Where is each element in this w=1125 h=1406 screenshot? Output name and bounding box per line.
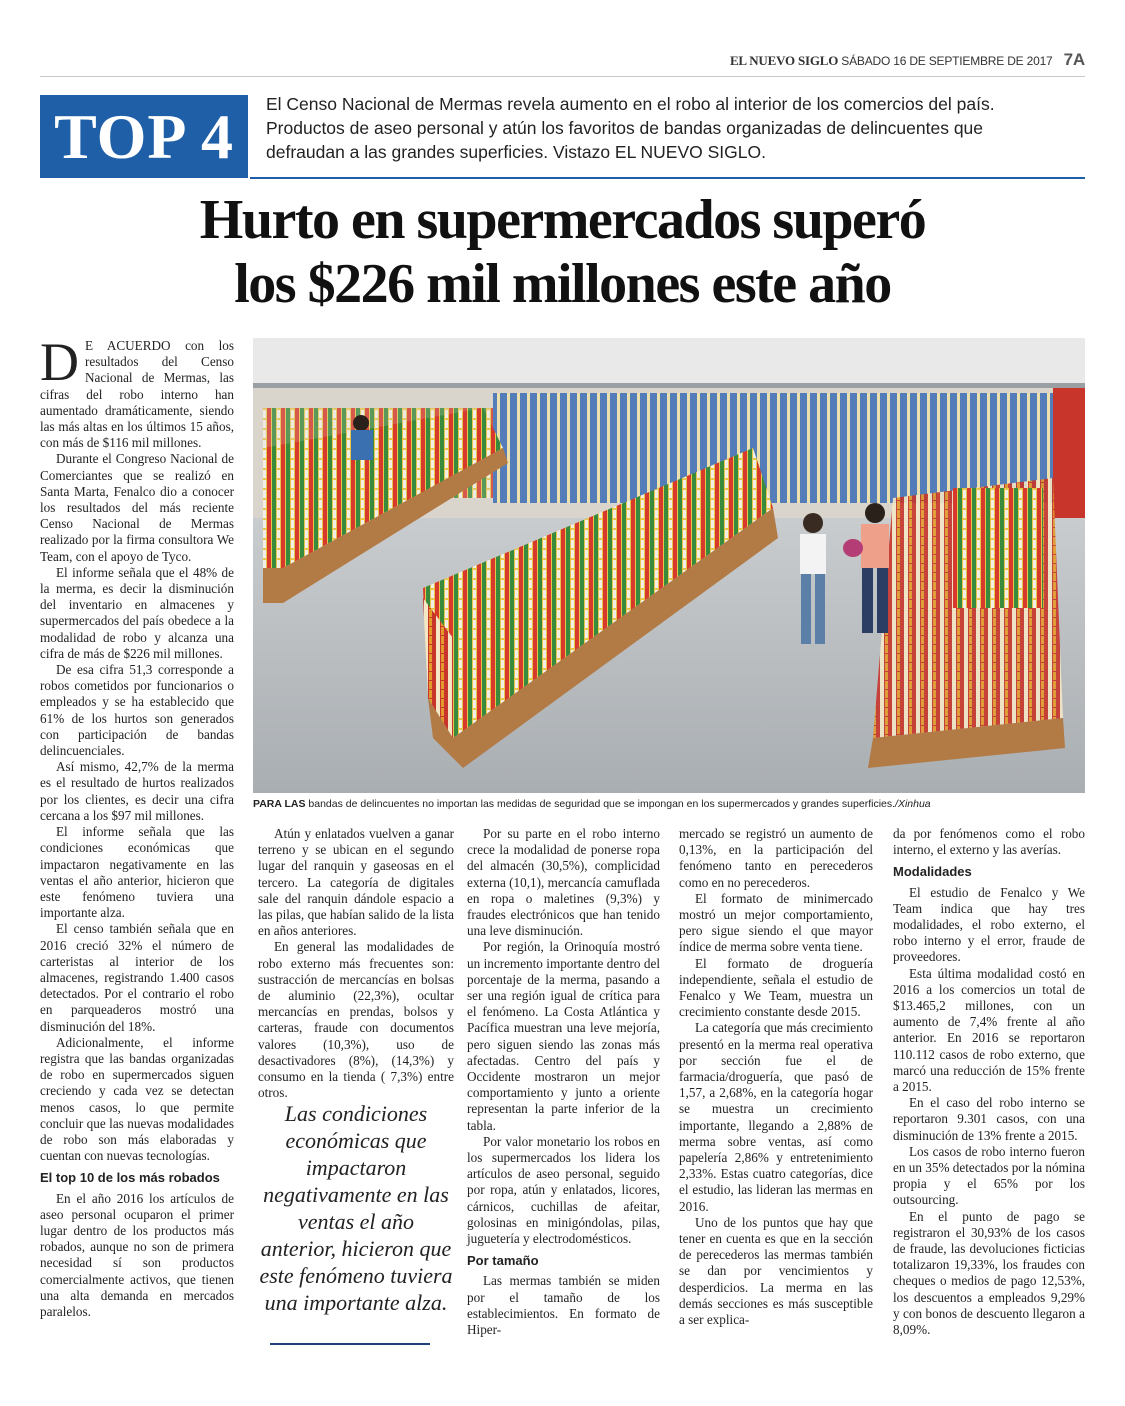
paragraph: El censo también señala que en 2016 creció 32% el número de carteristas al interior de los almacenes, registrando 1.400 casos detectados. Por el contrario el robo en parqueaderos mostró una disminución del 18%.	[40, 921, 234, 1034]
paragraph: Adicionalmente, el informe registra que las bandas organizadas de robo en supermercados siguen creciendo y cada vez se detectan menos casos, lo que permite concluir que las nuevas modalidades de robo son más elaboradas y cuentan con nuevas tecnologías.	[40, 1034, 234, 1164]
section-badge: TOP 4	[40, 95, 248, 178]
headline-line-1: Hurto en supermercados superó	[199, 189, 926, 251]
paragraph: Atún y enlatados vuelven a ganar terreno y se ubican en el segundo lugar del ranquin y gaseosas en el tercero. La categoría de digitales sale del ranquin dándole espacio a las pilas, que habían salido de la lista en años anteriores.	[258, 826, 454, 939]
article-column-4	[679, 826, 873, 1328]
pull-quote: Las condiciones económicas que impactaron negativamente en las ventas el año anterior, hicieron que este fenómeno tuviera una importante alza.	[259, 1101, 453, 1315]
subhead-top10: El top 10 de los más robados	[40, 1170, 220, 1186]
paragraph: El formato de minimercado mostró un mejor comportamiento, pero sigue siendo el que mayor índice de merma sobre venta tiene.	[679, 890, 873, 955]
newspaper-name: EL NUEVO SIGLO	[729, 53, 839, 68]
supermarket-photo	[253, 338, 1085, 793]
article-column-1	[40, 332, 234, 1320]
paragraph: El formato de droguería independiente, señala el estudio de Fenalco y We Team, muestra un crecimiento constante desde 2015.	[679, 955, 873, 1020]
paragraph: En el año 2016 los artículos de aseo personal ocuparon el primer lugar dentro de los productos más robados, aunque no son de primera necesidad sí son productos comercialmente activos, que tienen una alta demanda en mercados paralelos.	[40, 1190, 234, 1319]
paragraph: Por su parte en el robo interno crece la modalidad de ponerse ropa del almacén (30,5%), complicidad externa (10,1), mercancía camuflada en ropa o maletines (9,3%) y fraudes electrónicos que han tenido una leve disminución.	[467, 826, 660, 939]
pull-quote-rule	[270, 1343, 430, 1345]
page-header	[730, 50, 1085, 70]
article-column-3	[467, 826, 660, 1338]
paragraph: Por valor monetario los robos en los supermercados los lidera los artículos de aseo personal, seguido por ropa, atún y enlatados, licores, cárnicos, cuchillas de afeitar, golosinas en minigóndolas, pilas, juguetería y electrodomésticos.	[467, 1133, 660, 1247]
headline	[40, 188, 1085, 316]
section-intro: El Censo Nacional de Mermas revela aumento en el robo al interior de los comercios del país. Productos de aseo personal y atún los favoritos de bandas organizadas de delincuentes que defraudan a las grandes superficies. Vistazo EL NUEVO SIGLO.	[266, 94, 995, 162]
drop-cap: D	[40, 332, 79, 392]
intro-rule	[250, 177, 1085, 179]
headline-line-2: los $226 mil millones este año	[234, 253, 891, 315]
paragraph: Esta última modalidad costó en 2016 a los comercios un total de $13.465,2 millones, con un aumento de 7,4% frente al año anterior. En 2016 se reportaron 110.112 casos de robo externo, que marcó una reducción de 15% frente a 2015.	[893, 965, 1085, 1095]
supermarket-illustration	[253, 338, 1085, 793]
subhead-modalidades: Modalidades	[893, 864, 972, 880]
paragraph: Así mismo, 42,7% de la merma es el resultado de hurtos realizados por los clientes, es decir una cifra cercana a los $97 mil millones.	[40, 759, 234, 823]
paragraph: De esa cifra 51,3 corresponde a robos cometidos por funcionarios o empleados y se ha establecido que 61% de los hurtos son generados con participación de bandas delincuenciales.	[40, 662, 234, 759]
paragraph: La categoría que más crecimiento presentó en la merma real operativa por sección fue el de farmacia/droguería, que pasó de 1,57, a 2,68%, en la categoría hogar se muestra un crecimiento importante, llegando a 2,88% de merma sobre ventas, así como papelería 2,86% y entretenimiento 2,33%. Estas cuatro categorías, dice el estudio, las lideran las mermas en 2016.	[679, 1020, 873, 1214]
lead-paragraph	[40, 332, 234, 451]
paragraph: da por fenómenos como el robo interno, el externo y las averías.	[893, 826, 1085, 858]
paragraph: Por región, la Orinoquía mostró un incremento importante dentro del porcentaje de la merma, pasando a ser una región igual de crítica para el fenómeno. La Costa Atlántica y Pacífica muestran una leve mejoría, pero siguen siendo las zonas más afectadas. Centro del país y Occidente mostraron un mejor comportamiento y junto a oriente representan la parte inferior de la tabla.	[467, 939, 660, 1133]
paragraph: El informe señala que las condiciones económicas que impactaron negativamente en las ventas el año anterior, hicieron que este fenómeno tuviera una importante alza.	[40, 824, 234, 921]
paragraph: Durante el Congreso Nacional de Comerciantes que se realizó en Santa Marta, Fenalco dio a conocer los resultados del más reciente Censo Nacional de Mermas realizado por la firma consultora We Team, con el apoyo de Tyco.	[40, 451, 234, 564]
paragraph: En el punto de pago se registraron el 30,93% de los casos de fraude, las devoluciones ficticias totalizaron 19,33%, los fraudes con cheques o medios de pago 12,53%, los descuentos a empleados 9,29% y con bonos de descuento llegaron a 8,09%.	[893, 1208, 1085, 1338]
paragraph: En general las modalidades de robo externo más frecuentes son: sustracción de mercancías en bolsas de aluminio (22,3%), ocultar mercancías en prendas, bolsos y carteras, fraude con documentos valores (10,3%), uso de desactivadores (8%), (14,3%) y consumo en la tienda ( 7,3%) entre otros.	[258, 939, 454, 1101]
paragraph: Las mermas también se miden por el tamaño de los establecimientos. En formato de Hiper-	[467, 1273, 660, 1338]
paragraph: Los casos de robo interno fueron en un 35% detectados por la nómina propia y el 65% por los outsourcing.	[893, 1143, 1085, 1208]
paragraph: El estudio de Fenalco y We Team indica que hay tres modalidades, el robo externo, el robo interno y el error, fraude de proveedores.	[893, 884, 1085, 965]
paragraph: Uno de los puntos que hay que tener en cuenta es que en la sección de perecederos las mermas también se dan por vencimientos y desperdicios. La merma en las demás secciones es más susceptible a ser explica-	[679, 1214, 873, 1328]
paragraph: En el caso del robo interno se reportaron 9.301 casos, con una disminución de 13% frente a 2015.	[893, 1095, 1085, 1143]
caption-text: bandas de delincuentes no importan las medidas de seguridad que se impongan en los supermercados y grandes superficies.	[305, 798, 896, 810]
paragraph: El informe señala que el 48% de la merma, es decir la disminución del inventario en almacenes y supermercados del país obedece a la modalidad de robo y alcanza una cifra de más de $226 mil millones.	[40, 564, 234, 661]
article-column-5	[893, 826, 1085, 1338]
paragraph: mercado se registró un aumento de 0,13%, en la participación del fenómeno tanto en perecederos como en no perecederos.	[679, 826, 873, 890]
page-number: 7A	[1063, 50, 1085, 69]
issue-date: SÁBADO 16 DE SEPTIEMBRE DE 2017	[841, 54, 1053, 68]
lead-text: E ACUERDO con los resultados del Censo Nacional de Mermas, las cifras del robo interno han aumentado dramáticamente, siendo las más altas en los últimos 15 años, con más de $116 mil millones.	[40, 338, 234, 451]
subhead-por-tamano: Por tamaño	[467, 1253, 539, 1269]
photo-credit: /Xinhua	[895, 798, 931, 810]
article-column-2	[258, 826, 454, 1101]
photo-caption	[253, 798, 1085, 810]
caption-lead: PARA LAS	[253, 798, 306, 810]
